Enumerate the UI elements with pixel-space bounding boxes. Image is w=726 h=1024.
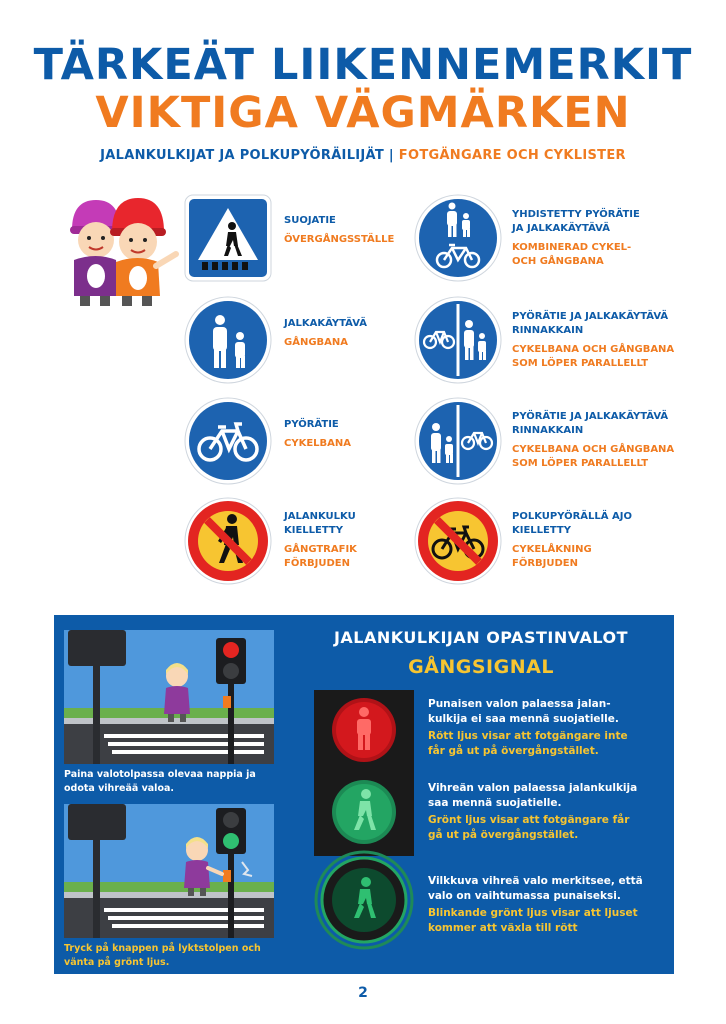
parallel-bike-left-sign-icon (414, 296, 502, 384)
parallel-1-label (512, 310, 674, 371)
combined-path-sign-icon (414, 194, 502, 282)
parallel-1-sv-1: CYKELBANA OCH GÅNGBANA (512, 344, 675, 355)
no-pedestrians-sign-icon (184, 497, 272, 585)
green-fi-1: Vihreän valon palaessa jalankulkija (428, 782, 638, 794)
caption-2-line-1: Tryck på knappen på lyktstolpen och (64, 943, 261, 954)
red-fi-2: kulkija ei saa mennä suojatielle. (428, 713, 619, 725)
no-pedestrians-fi-1: JALANKULKU (284, 511, 356, 522)
crosswalk-label (284, 214, 394, 247)
parallel-bike-right-sign-icon (414, 397, 502, 485)
page-number: 2 (358, 985, 368, 1001)
subtitle-separator: | (384, 148, 399, 163)
no-bicycles-sign-icon (414, 497, 502, 585)
caption-1-line-2: odota vihreää valoa. (64, 783, 174, 794)
red-sv-2: får gå ut på övergångstället. (428, 745, 599, 757)
cycleway-label (284, 418, 351, 451)
green-sv-2: gå ut på övergångstället. (428, 829, 579, 841)
subtitle-fi: JALANKULKIJAT JA POLKUPYÖRÄILIJÄT (100, 148, 385, 163)
blink-sv-2: kommer att växla till rött (428, 922, 578, 934)
no-pedestrians-label (284, 510, 357, 571)
combined-fi-1: YHDISTETTY PYÖRÄTIE (512, 209, 640, 220)
pedestrians-sign-icon (184, 296, 272, 384)
parallel-2-fi-2: RINNAKKAIN (512, 425, 584, 436)
subtitle-sv: FOTGÄNGARE OCH CYKLISTER (398, 148, 626, 163)
footpath-sv: GÅNGBANA (284, 337, 348, 348)
red-fi-1: Punaisen valon palaessa jalan- (428, 698, 611, 710)
green-sv-1: Grönt ljus visar att fotgängare får (428, 814, 630, 826)
parallel-1-fi-1: PYÖRÄTIE JA JALKAKÄYTÄVÄ (512, 311, 669, 322)
red-light-text (428, 697, 628, 759)
green-light-text (428, 781, 637, 843)
parallel-1-fi-2: RINNAKKAIN (512, 325, 584, 336)
signals-title-sv: GÅNGSIGNAL (408, 656, 554, 678)
combined-sv-2: OCH GÅNGBANA (512, 256, 604, 267)
parallel-2-fi-1: PYÖRÄTIE JA JALKAKÄYTÄVÄ (512, 411, 669, 422)
no-pedestrians-fi-2: KIELLETTY (284, 525, 343, 536)
crossing-scene-green (64, 804, 274, 938)
parallel-2-sv-1: CYKELBANA OCH GÅNGBANA (512, 444, 675, 455)
parallel-2-label (512, 410, 674, 471)
no-bicycles-sv-2: FÖRBJUDEN (512, 558, 578, 569)
blink-fi-2: valo on vaihtumassa punaiseksi. (428, 890, 621, 902)
footpath-label (284, 317, 367, 350)
caption-2-line-2: vänta på grönt ljus. (64, 957, 170, 968)
combined-label (512, 208, 640, 269)
signals-title-fi: JALANKULKIJAN OPASTINVALOT (333, 628, 629, 647)
subtitle (0, 147, 726, 165)
combined-sv-1: KOMBINERAD CYKEL- (512, 242, 632, 253)
crosswalk-sign-icon (184, 194, 272, 282)
no-bicycles-label (512, 510, 632, 571)
combined-fi-2: JA JALKAKÄYTÄVÄ (512, 223, 610, 234)
crossing-scene-red (64, 630, 274, 764)
blinking-light-text (428, 874, 643, 936)
caption-1-line-1: Paina valotolpassa olevaa nappia ja (64, 769, 256, 780)
main-title-sv: VIKTIGA VÄGMÄRKEN (95, 88, 631, 138)
pedestrian-signal-lights (314, 690, 414, 950)
no-bicycles-sv-1: CYKELÅKNING (512, 544, 592, 555)
parallel-1-sv-2: SOM LÖPER PARALLELLT (512, 358, 649, 369)
crosswalk-sv: ÖVERGÅNGSSTÄLLE (284, 234, 395, 245)
caption-1 (64, 768, 256, 796)
cycleway-sv: CYKELBANA (284, 438, 352, 449)
crosswalk-fi: SUOJATIE (284, 215, 336, 226)
cycleway-fi: PYÖRÄTIE (284, 419, 339, 430)
green-fi-2: saa mennä suojatielle. (428, 797, 562, 809)
no-pedestrians-sv-2: FÖRBJUDEN (284, 558, 350, 569)
kids-illustration (60, 192, 180, 310)
no-bicycles-fi-1: POLKUPYÖRÄLLÄ AJO (512, 511, 632, 522)
no-pedestrians-sv-1: GÅNGTRAFIK (284, 544, 357, 555)
blink-fi-1: Vilkkuva vihreä valo merkitsee, että (428, 875, 643, 887)
red-sv-1: Rött ljus visar att fotgängare inte (428, 730, 628, 742)
footpath-fi: JALKAKÄYTÄVÄ (284, 318, 367, 329)
parallel-2-sv-2: SOM LÖPER PARALLELLT (512, 458, 649, 469)
blink-sv-1: Blinkande grönt ljus visar att ljuset (428, 907, 638, 919)
caption-2 (64, 942, 261, 970)
bicycle-sign-icon (184, 397, 272, 485)
main-title-fi: TÄRKEÄT LIIKENNEMERKIT (33, 40, 693, 90)
no-bicycles-fi-2: KIELLETTY (512, 525, 571, 536)
